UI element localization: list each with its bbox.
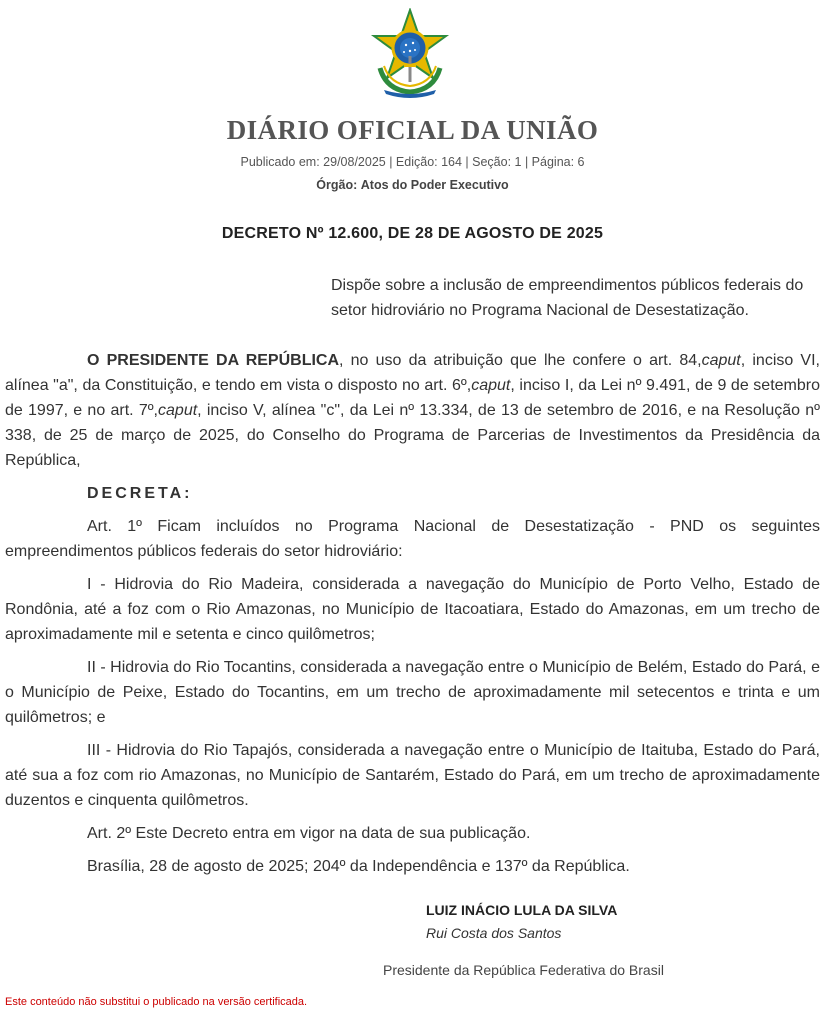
brazil-coat-of-arms-icon (366, 8, 454, 98)
decree-ementa: Dispõe sobre a inclusão de empreendimentos públicos federais do setor hidroviário no Programa Nacional de Desestatização. (331, 277, 804, 319)
preamble-text: , inciso V, alínea "c", da Lei nº 13.334, de 13 de setembro de 2016, e na Resolução nº 338, de 25 de março de 2025, do Conselho do Programa de Parcerias de Investimentos da Presidência da República, (5, 402, 821, 469)
inciso-3: III - Hidrovia do Rio Tapajós, considerada a navegação entre o Município de Itaituba, Estado do Pará, até sua a foz com rio Amazonas, no Município de Santarém, Estado do Pará, em um trecho de aproximadamente duzentos e cinquenta quilômetros. (5, 742, 820, 809)
preamble-subject: O PRESIDENTE DA REPÚBLICA (87, 352, 340, 369)
article-1: Art. 1º Ficam incluídos no Programa Nacional de Desestatização - PND os seguintes empreendimentos públicos federais do setor hidroviário: (5, 518, 820, 560)
masthead-title: DIÁRIO OFICIAL DA UNIÃO (226, 115, 599, 145)
signature-title: Presidente da República Federativa do Brasil (383, 962, 664, 978)
preamble-caput: caput (701, 352, 741, 369)
president-signature: LUIZ INÁCIO LULA DA SILVA (426, 902, 618, 918)
article-2: Art. 2º Este Decreto entra em vigor na data de sua publicação. (87, 825, 531, 842)
certification-disclaimer: Este conteúdo não substitui o publicado na versão certificada. (5, 996, 308, 1008)
decreta-heading: DECRETA: (87, 485, 193, 502)
preamble-text: , inciso I, da Lei nº 9.491, de 9 de setembro de 1997, e no art. 7º, (5, 377, 820, 419)
preamble-text: , inciso VI, alínea "a", da Constituição, e tendo em vista o disposto no art. 6º, (5, 352, 820, 394)
orgao-value: Atos do Poder Executivo (360, 178, 509, 192)
preamble-caput: caput (471, 377, 511, 394)
preamble-caput: caput (158, 402, 198, 419)
orgao-label: Órgão: (316, 178, 358, 192)
inciso-1: I - Hidrovia do Rio Madeira, considerada a navegação do Município de Porto Velho, Estado de Rondônia, até a foz com o Rio Amazonas, no Município de Itacoatiara, Estado do Amazonas, em um trecho de aproximadamente mil e setenta e cinco quilômetros; (5, 576, 820, 643)
preamble-paragraph (5, 348, 820, 473)
inciso-2: II - Hidrovia do Rio Tocantins, considerada a navegação entre o Município de Belém, Estado do Pará, e o Município de Peixe, Estado do Tocantins, em um trecho de aproximadamente mil setecentos e trinta e um quilômetros; e (5, 659, 820, 726)
decree-body (5, 348, 820, 887)
minister-signature: Rui Costa dos Santos (426, 925, 562, 941)
publication-info: Publicado em: 29/08/2025 | Edição: 164 | Seção: 1 | Página: 6 (240, 155, 585, 169)
place-date: Brasília, 28 de agosto de 2025; 204º da Independência e 137º da República. (87, 858, 630, 875)
decree-title: DECRETO Nº 12.600, DE 28 DE AGOSTO DE 2025 (221, 225, 604, 242)
orgao-line (0, 178, 825, 192)
preamble-text: , no uso da atribuição que lhe confere o art. 84, (339, 352, 702, 369)
